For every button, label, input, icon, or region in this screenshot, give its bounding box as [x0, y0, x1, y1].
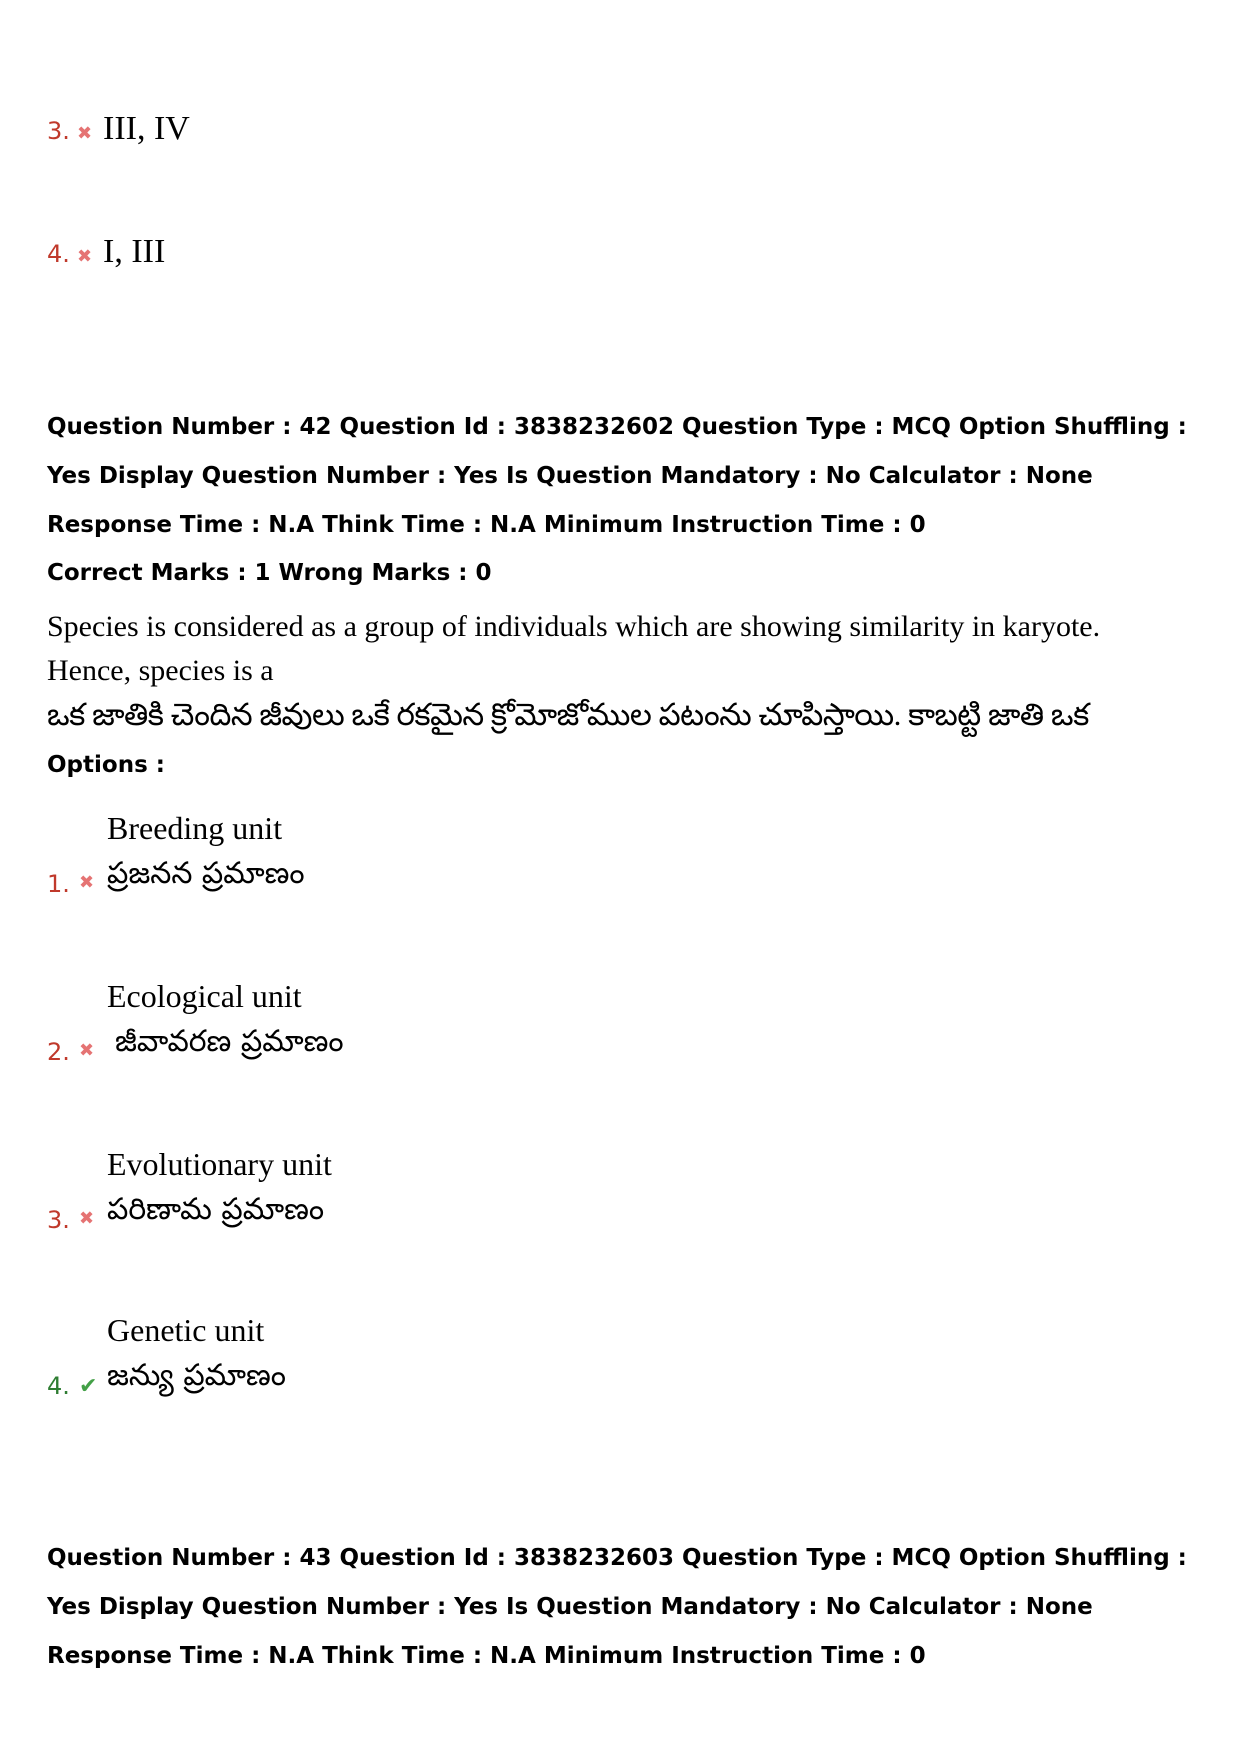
prev-option-4 — [47, 233, 165, 271]
option-text-te: జీవావరణ ప్రమాణం — [115, 1024, 344, 1059]
option-text-en: Breeding unit — [107, 810, 283, 846]
option-number: 1. — [47, 870, 70, 898]
cross-icon: ✖ — [77, 246, 93, 267]
question-text-en-line1: Species is considered as a group of individuals which are showing similarity in karyote. — [47, 610, 1101, 643]
option-text-en: Genetic unit — [107, 1312, 265, 1348]
cross-icon: ✖ — [79, 1040, 95, 1061]
option-text-en: Evolutionary unit — [107, 1146, 332, 1182]
option-number: 2. — [47, 1038, 70, 1066]
prev-option-3 — [47, 110, 190, 148]
option-number: 3. — [47, 117, 70, 145]
marks-info: Correct Marks : 1 Wrong Marks : 0 — [47, 560, 492, 586]
cross-icon: ✖ — [77, 123, 93, 144]
option-text: III, IV — [103, 110, 190, 147]
option-text-te: పరిణామ ప్రమాణం — [107, 1192, 325, 1227]
check-icon: ✔ — [79, 1374, 98, 1399]
question-text-te: ఒక జాతికి చెందిన జీవులు ఒకే రకమైన క్రోమోజోముల పటంను చూపిస్తాయి. కాబట్టి జాతి ఒక — [47, 697, 1089, 732]
question-meta: Question Number : 42 Question Id : 3838232602 Question Type : MCQ Option Shuffling : Yes Display Question Number : Yes Is Question Mandatory : No Calculator : None Response Time : N.A Think Time : N.A Minimum Instruction Time : 0 — [47, 414, 1187, 538]
option-text-te: ప్రజనన ప్రమాణం — [107, 856, 305, 891]
cross-icon: ✖ — [79, 872, 95, 893]
option-number: 4. — [47, 240, 70, 268]
option-number: 3. — [47, 1206, 70, 1234]
option-text-te: జన్యు ప్రమాణం — [107, 1358, 287, 1393]
option-text-en: Ecological unit — [107, 978, 302, 1014]
options-label: Options : — [47, 752, 165, 778]
question-text — [47, 605, 1100, 737]
option-text: I, III — [103, 233, 166, 270]
cross-icon: ✖ — [79, 1208, 95, 1229]
question-text-en-line2: Hence, species is a — [47, 654, 274, 687]
question-meta: Question Number : 43 Question Id : 3838232603 Question Type : MCQ Option Shuffling : Yes Display Question Number : Yes Is Question Mandatory : No Calculator : None Response Time : N.A Think Time : N.A Minimum Instruction Time : 0 — [47, 1545, 1187, 1669]
option-number: 4. — [47, 1372, 70, 1400]
